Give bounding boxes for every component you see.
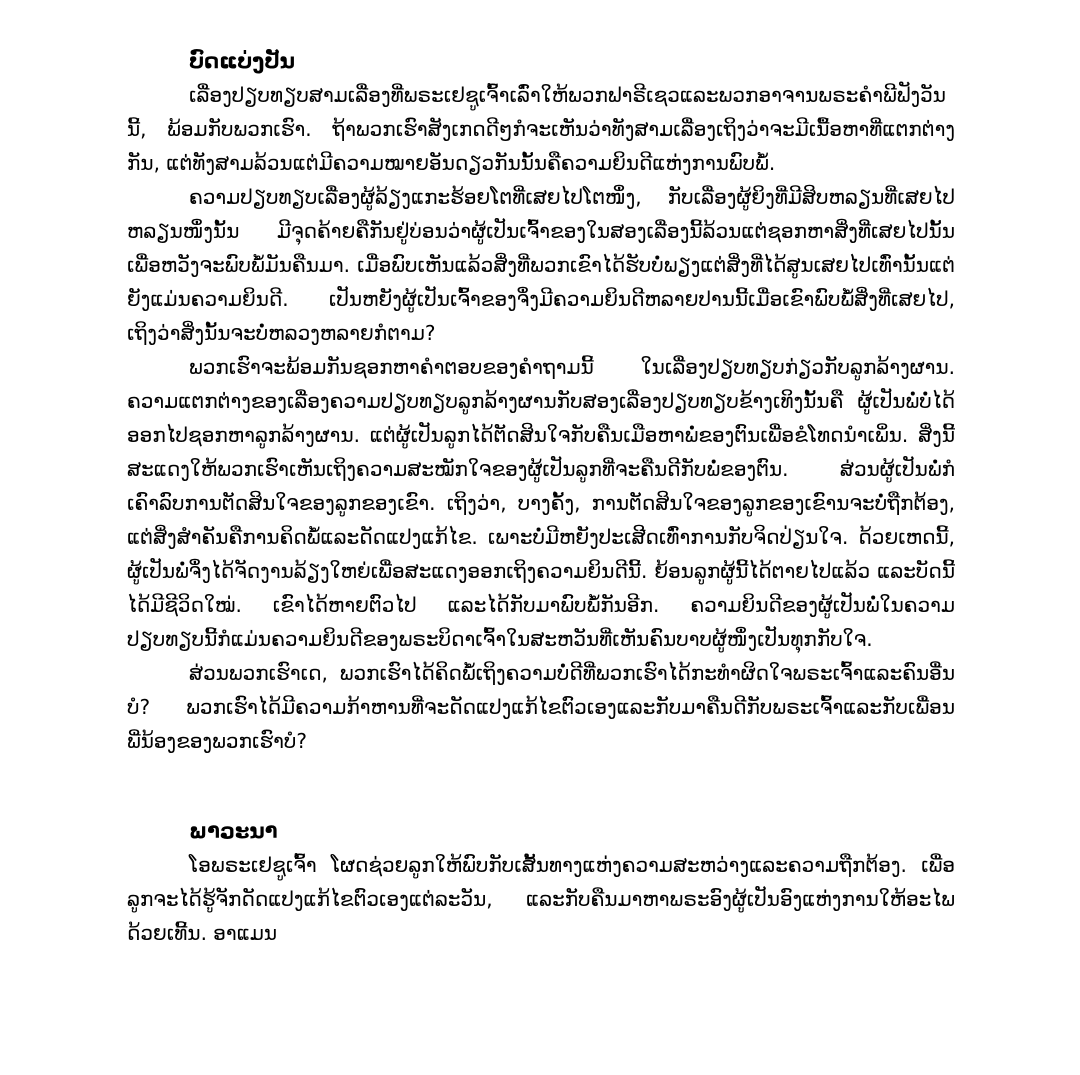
- reflection-paragraph-3: ພວກເຮົາຈະພ້ອມກັນຊອກຫາຄຳຕອບຂອງຄຳຖາມນີ້ ໃນເລື່ອງປຽບທຽບກ່ຽວກັບລູກລ້າງຜານ. ຄວາມແຕກຕ່າງຂອງເລື່ອງຄວາມປຽບທຽບລູກລ້າງຜານກັບສອງເລື່ອງປຽບທຽບຂ້າງເທິງນັ້ນຄື ຜູ້ເປັນພໍ່ບໍ່ໄດ້ອອກໄປຊອກຫາລູກລ້າງຜານ. ແຕ່ຜູ້ເປັນລູກໄດ້ຕັດສິນໃຈກັບຄືນເມືອຫາພໍ່ຂອງຕົນເພື່ອຂໍໂທດນຳເພິ່ນ. ສິ່ງນີ້ສະແດງໃຫ້ພວກເຮົາເຫັນເຖິງຄວາມສະໝັກໃຈຂອງຜູ້ເປັນລູກທີ່ຈະຄືນດີກັບພໍ່ຂອງຕົນ. ສ່ວນຜູ້ເປັນພໍ່ກໍເຄົາລົບການຕັດສິນໃຈຂອງລູກຂອງເຂົາ. ເຖິງວ່າ, ບາງຄັ້ງ, ການຕັດສິນໃຈຂອງລູກຂອງເຂົານຈະບໍ່ຖືກຕ້ອງ, ແຕ່ສິ່ງສຳຄັນຄືການຄິດພໍ້ແລະດັດແປງແກ້ໄຂ. ເພາະບໍ່ມີຫຍັງປະເສີດເທົ່າການກັບຈິດປ່ຽນໃຈ. ດ້ວຍເຫດນີ້, ຜູ້ເປັນພໍ່ຈຶ່ງໄດ້ຈັດງານລ້ຽງໃຫຍ່ເພື່ອສະແດງອອກເຖິງຄວາມຍິນດີນີ້. ຍ້ອນລູກຜູ້ນີ້ໄດ້ຕາຍໄປແລ້ວ ແລະບັດນີ້ໄດ້ມີຊີວິດໃໝ່. ເຂົາໄດ້ຫາຍຕົວໄປ ແລະໄດ້ກັບມາພົບພໍ້ກັນອີກ. ຄວາມຍິນດີຂອງຜູ້ເປັນພໍ່ໃນຄວາມປຽບທຽບນີ້ກໍແມ່ນຄວາມຍິນດີຂອງພຣະບິດາເຈົ້າໃນສະຫວັນທີ່ເຫັນຄົນບາບຜູ້ໜຶ່ງເປັນທຸກກັບໃຈ.: [127, 355, 955, 651]
- document-page: [127, 44, 955, 950]
- prayer-paragraph: ໂອພຣະເຢຊູເຈົ້າ ໂຜດຊ່ວຍລູກໃຫ້ພົບກັບເສັ້ນທາງແຫ່ງຄວາມສະຫວ່າງແລະຄວາມຖືກຕ້ອງ. ເພື່ອລູກຈະໄດ້ຮູ້ຈັກດັດແປງແກ້ໄຂຕົວເອງແຕ່ລະວັນ, ແລະກັບຄືນມາຫາພຣະອົງຜູ້ເປັນອົງແຫ່ງການໃຫ້ອະໄພດ້ວຍເທີ້ນ. ອາແມນ: [127, 853, 955, 945]
- reflection-paragraph-1: ເລື່ອງປຽບທຽບສາມເລື່ອງທີ່ພຣະເຢຊູເຈົ້າເລົ່າໃຫ້ພວກຟາຣີເຊວແລະພວກອາຈານພຣະຄຳພີຟັງວັນນີ້, ພ້ອມກັບພວກເຮົາ. ຖ້າພວກເຮົາສັງເກດດີໆກໍຈະເຫັນວ່າທັງສາມເລື່ອງເຖິງວ່າຈະມີເນື້ອຫາທີ່ແຕກຕ່າງກັນ, ແຕ່ທັງສາມລ້ວນແຕ່ມີຄວາມໝາຍອັນດຽວກັນນັ້ນຄືຄວາມຍິນດີແຫ່ງການພົບພໍ້.: [127, 83, 955, 175]
- reflection-paragraph-2: ຄວາມປຽບທຽບເລື່ອງຜູ້ລ້ຽງແກະຮ້ອຍໂຕທີ່ເສຍໄປໂຕໜຶ່ງ, ກັບເລື່ອງຜູ້ຍິງທີ່ມີສິບຫລຽນທີ່ເສຍໄປຫລຽນໜຶ່ງນັ້ນ ມີຈຸດຄ້າຍຄືກັນຢູ່ບ່ອນວ່າຜູ້ເປັນເຈົ້າຂອງໃນສອງເລື່ອງນີ້ລ້ວນແຕ່ຊອກຫາສິ່ງທີ່ເສຍໄປນັ້ນເພື່ອຫວັງຈະພົບພໍ້ມັນຄືນມາ. ເມື່ອພົບເຫັນແລ້ວສິ່ງທີ່ພວກເຂົາໄດ້ຮັບບໍ່ພຽງແຕ່ສິ່ງທີ່ໄດ້ສູນເສຍໄປເທົ່ານັ້ນແຕ່ຍັງແມ່ນຄວາມຍິນດີ. ເປັນຫຍັງຜູ້ເປັນເຈົ້າຂອງຈຶ່ງມີຄວາມຍິນດີຫລາຍປານນີ້ເມື່ອເຂົາພົບພໍ້ສິ່ງທີ່ເສຍໄປ, ເຖິງວ່າສິ່ງນັ້ນຈະບໍ່ຫລວງຫລາຍກໍຕາມ?: [127, 185, 955, 345]
- section-spacer: [127, 758, 955, 792]
- reflection-heading: ບົດແບ່ງປັນ: [189, 49, 295, 73]
- reflection-paragraph-4: ສ່ວນພວກເຮົາເດ, ພວກເຮົາໄດ້ຄິດພໍ້ເຖິງຄວາມບໍ່ດີທີ່ພວກເຮົາໄດ້ກະທຳຜິດໃຈພຣະເຈົ້າແລະຄົນອື່ນບໍ? ພວກເຮົາໄດ້ມີຄວາມກ້າຫານທີ່ຈະດັດແປງແກ້ໄຂຕົວເອງແລະກັບມາຄືນດີກັບພຣະເຈົ້າແລະກັບເພື່ອນພີ່ນ້ອງຂອງພວກເຮົາບໍ?: [127, 661, 955, 753]
- prayer-heading: ພາວະນາ: [189, 819, 278, 843]
